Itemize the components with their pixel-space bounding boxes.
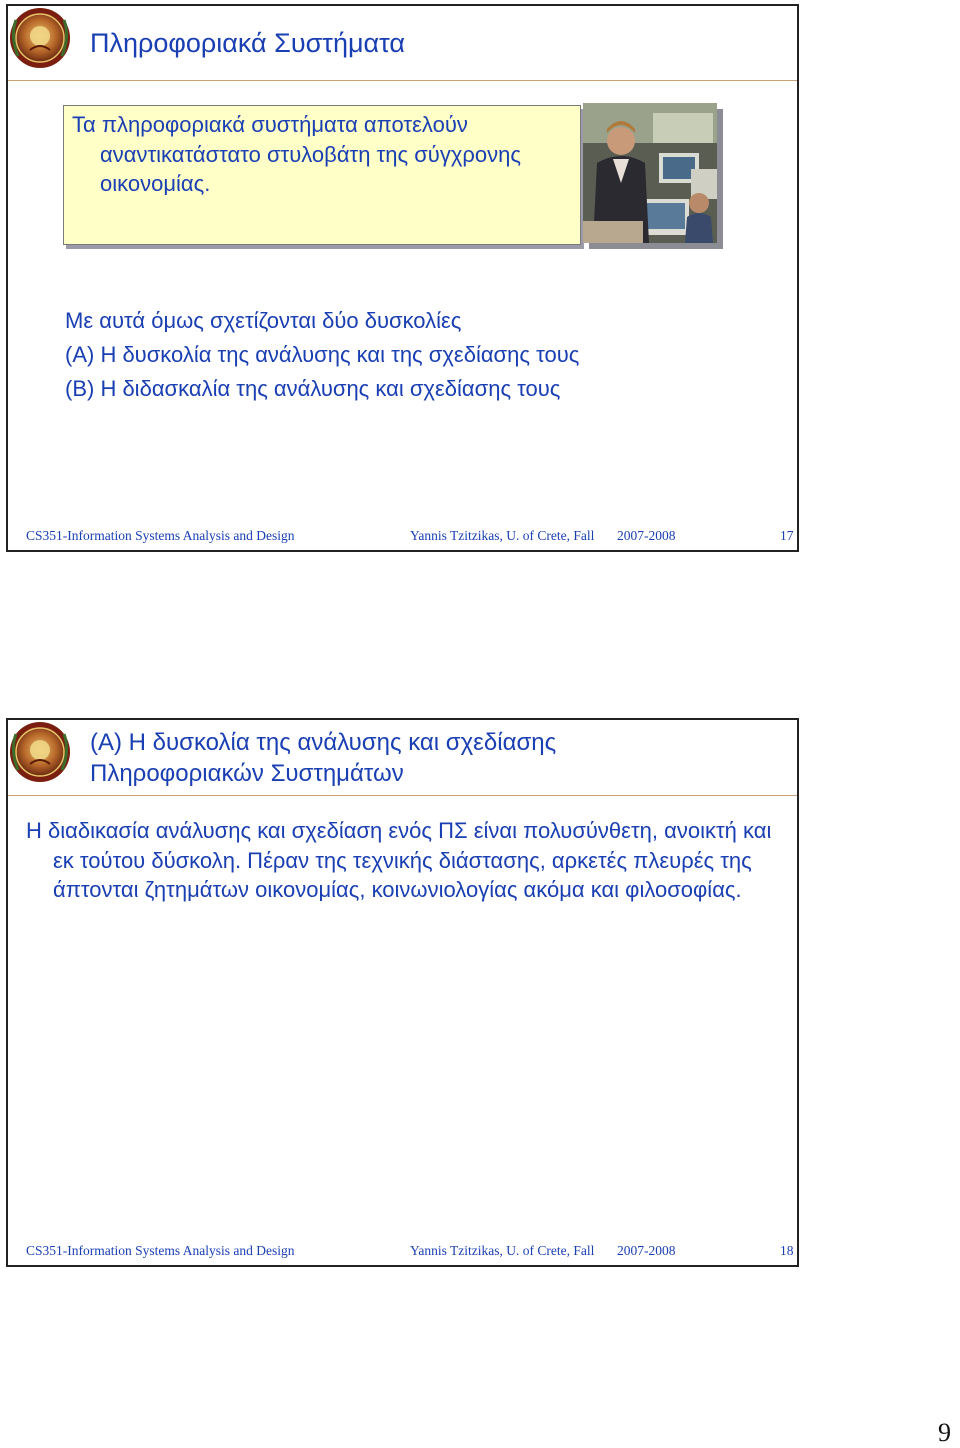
- title-divider: [8, 795, 797, 796]
- slide-18: [6, 718, 799, 1267]
- footer-slide-number: 18: [780, 1243, 794, 1258]
- footer-course: CS351-Information Systems Analysis and Design: [26, 528, 295, 543]
- body-line: (A) Η δυσκολία της ανάλυσης και της σχεδίασης τους: [65, 342, 580, 367]
- callout-text: [72, 110, 521, 199]
- slide-title-line: (A) Η δυσκολία της ανάλυσης και σχεδίασης: [90, 729, 557, 756]
- body-paragraph: Η διαδικασία ανάλυσης και σχεδίαση ενός ΠΣ είναι πολυσύνθετη, ανοικτή και εκ τούτου δύσκολη. Πέραν της τεχνικής διάστασης, αρκετές πλευρές της άπτονται ζητημάτων οικονομίας, κοινωνιολογίας ακόμα και φιλοσοφίας.: [26, 818, 772, 902]
- slide-title: [90, 727, 556, 789]
- university-seal-logo: [8, 720, 72, 784]
- footer-course: CS351-Information Systems Analysis and Design: [26, 1243, 295, 1258]
- office-workers-photo: [583, 103, 723, 249]
- callout-line: οικονομίας.: [100, 171, 211, 196]
- callout-line: αναντικατάστατο στυλοβάτη της σύγχρονης: [100, 141, 521, 167]
- footer-years: 2007-2008: [617, 528, 676, 543]
- university-seal-logo: [8, 6, 72, 70]
- callout-line: Τα πληροφοριακά συστήματα αποτελούν: [72, 112, 468, 137]
- title-divider: [8, 80, 797, 81]
- page-number: 9: [938, 1418, 951, 1447]
- slide-17: [6, 4, 799, 552]
- body-line: (B) Η διδασκαλία της ανάλυσης και σχεδίασης τους: [65, 376, 561, 401]
- footer-author: Yannis Tzitzikas, U. of Crete, Fall: [410, 1243, 595, 1258]
- body-text: [65, 304, 579, 406]
- footer-years: 2007-2008: [617, 1243, 676, 1258]
- slide-title-line: Πληροφοριακών Συστημάτων: [90, 760, 404, 787]
- slide-title: Πληροφοριακά Συστήματα: [90, 28, 406, 58]
- footer-author: Yannis Tzitzikas, U. of Crete, Fall: [410, 528, 595, 543]
- callout-box: [63, 105, 581, 245]
- footer-slide-number: 17: [780, 528, 794, 543]
- body-line: Με αυτά όμως σχετίζονται δύο δυσκολίες: [65, 308, 462, 333]
